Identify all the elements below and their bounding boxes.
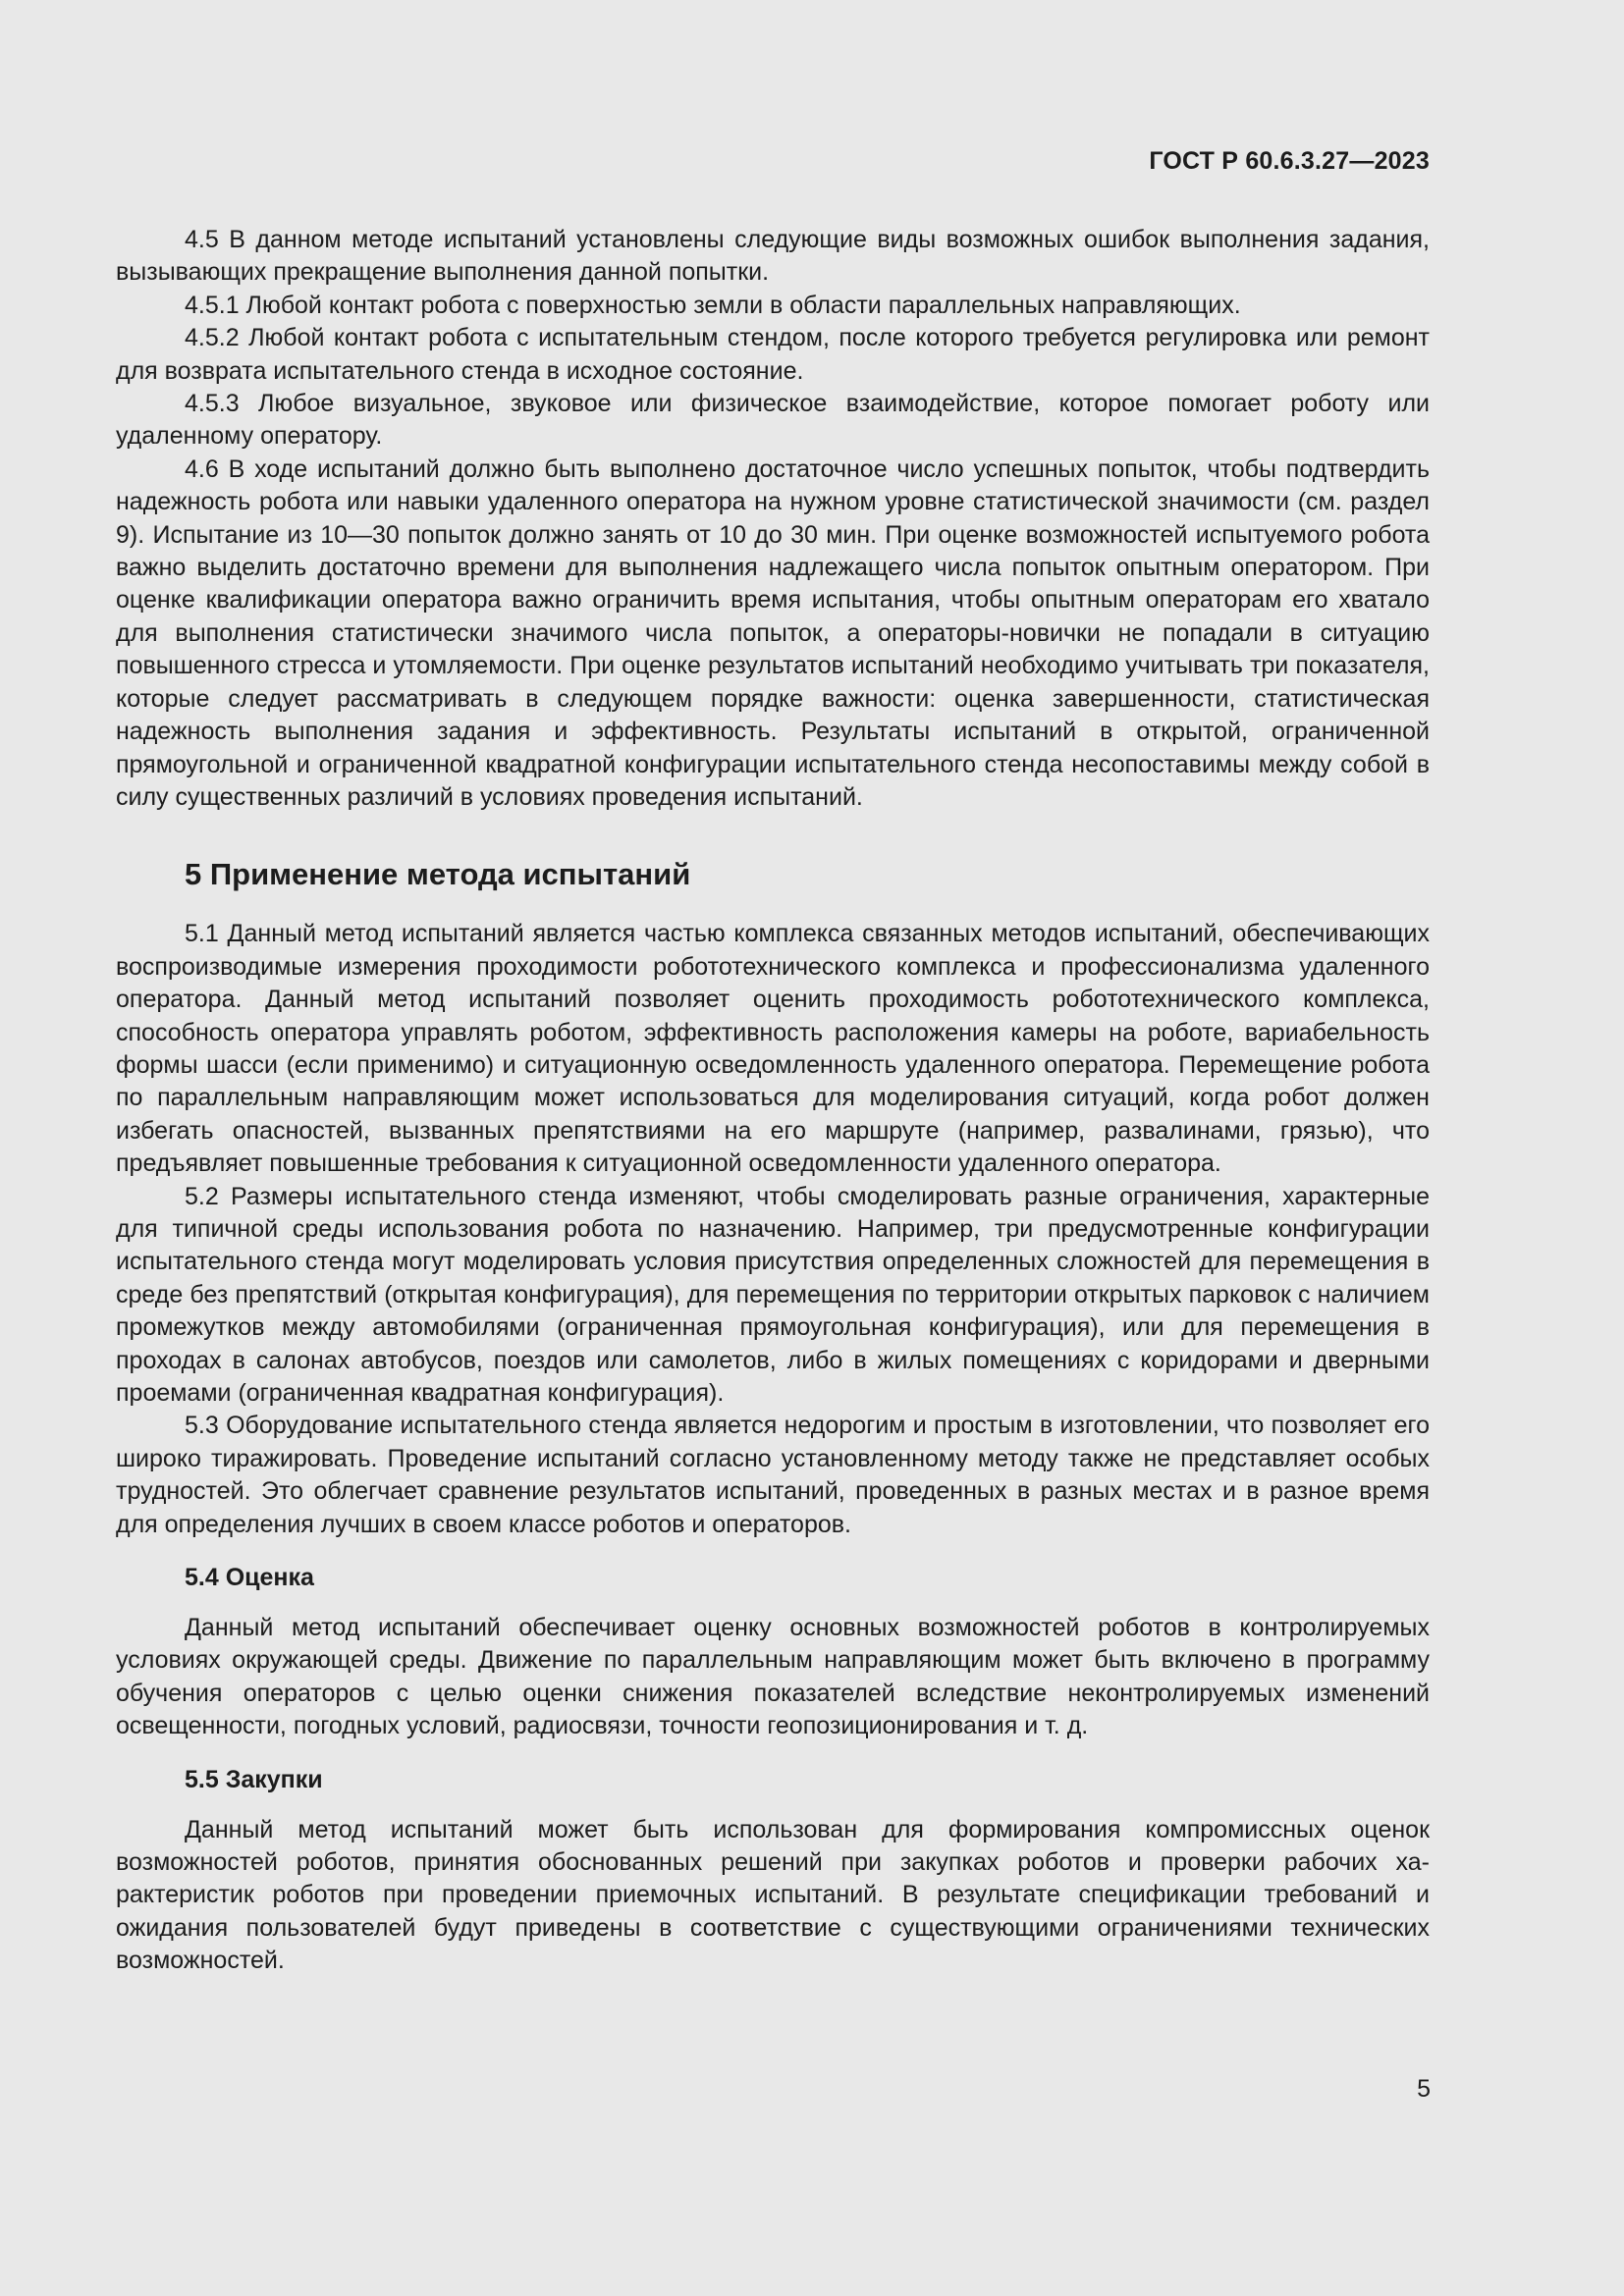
- paragraph-4-5: 4.5 В данном методе испытаний установлены следующие виды возможных ошибок выполнения задания, вызывающих прекращение выполнения данной попытки.: [116, 226, 1430, 287]
- paragraph-5-1: 5.1 Данный метод испытаний является частью комплекса связанных методов испытаний, обеспечивающих воспроизводимые измерения проходимости робототехнического комплекса и профессионализма удаленного оператора. Данный метод испытаний позволяет оценить проходимость робототехнического комплекса, способность оператора управлять роботом, эффективность расположения камеры на роботе, вариабельность формы шасси (если применимо) и ситуационную осведомленность удаленного оператора. Перемещение робота по параллельным направляющим может использоваться для моделирования ситуаций, когда робот должен избегать опасностей, вызванных препятствиями на его маршруте (например, развалинами, грязью), что предъявляет повышенные требования к ситуационной осведомленности удаленного оператора.: [116, 920, 1430, 1178]
- paragraph-5-3: 5.3 Оборудование испытательного стенда является недорогим и простым в изготовлении, что позволяет его широко тиражировать. Проведение испытаний согласно установленному методу также не представляет особых трудностей. Это облегчает сравнение результатов испытаний, проведенных в разных местах и в разное время для определения лучших в своем классе роботов и операторов.: [116, 1412, 1430, 1538]
- document-header-id: ГОСТ Р 60.6.3.27—2023: [1149, 147, 1430, 175]
- paragraph-5-5: Данный метод испытаний может быть использован для формирования компромиссных оценок возможностей роботов, принятия обоснованных решений при закупках роботов и проверки рабочих характеристик роботов при проведении приемочных испытаний. В результате спецификации требований и ожидания пользователей будут приведены в соответствие с существующими ограничениями технических возможностей.: [116, 1815, 1430, 1975]
- paragraph-4-5-1: 4.5.1 Любой контакт робота с поверхностью земли в области параллельных направляющих.: [185, 291, 1241, 319]
- section-5-heading: 5 Применение метода испытаний: [185, 857, 691, 892]
- document-body: [116, 224, 1430, 1978]
- paragraph-4-5-3: 4.5.3 Любое визуальное, звуковое или физическое взаимодействие, которое помогает роботу или удаленному оператору.: [116, 390, 1430, 451]
- section-5-4-heading: 5.4 Оценка: [185, 1564, 314, 1592]
- section-5-5-heading: 5.5 Закупки: [185, 1765, 323, 1793]
- paragraph-5-2: 5.2 Размеры испытательного стенда изменяют, чтобы смоделировать разные ограничения, характерные для типичной среды использования робота по назначению. Например, три предусмотренные конфигурации испытательного стенда могут моделировать условия присутствия определенных сложностей для перемещения в среде без препятствий (открытая конфигурация), для перемещения по территории открытых парковок с наличием промежутков между автомобилями (ограниченная прямоугольная конфигурация), или для перемещения в проходах в салонах автобусов, поездов или самолетов, либо в жилых помещениях с коридорами и дверными проемами (ограниченная квадратная конфигурация).: [116, 1182, 1430, 1407]
- paragraph-4-6: 4.6 В ходе испытаний должно быть выполнено достаточное число успешных попыток, чтобы подтвердить надежность робота или навыки удаленного оператора на нужном уровне статистической значимости (см. раздел 9). Испытание из 10—30 попыток должно занять от 10 до 30 мин. При оценке возможностей испытуемого робота важно выделить достаточно времени для выполнения надлежащего числа попыток опытным оператором. При оценке квалификации оператора важно ограничить время испытания, чтобы опытным операторам его хватало для выполнения статистически значимого числа попыток, а операторы-новички не попадали в ситуацию повышенного стресса и утомляемости. При оценке результатов испытаний необходимо учитывать три показателя, которые следует рассматривать в следующем порядке важности: оценка завершенности, статистическая надежность выполнения задания и эффективность. Результаты испытаний в открытой, ограниченной прямоугольной и ограниченной квадратной конфигурации испытательного стенда несопоставимы между собой в силу существенных различий в условиях проведения испытаний.: [116, 454, 1430, 811]
- page-number: 5: [1417, 2075, 1431, 2103]
- paragraph-4-5-2: 4.5.2 Любой контакт робота с испытательным стендом, после которого требуется регулировка или ремонт для возврата испытательного стенда в исходное состояние.: [116, 324, 1430, 385]
- paragraph-5-4: Данный метод испытаний обеспечивает оценку основных возможностей роботов в контролируемых условиях окружающей среды. Движение по параллельным направляющим может быть включено в программу обучения операторов с целью оценки снижения показателей вследствие неконтролируемых изменений освещенности, погодных условий, радиосвязи, точности геопозиционирования и т. д.: [116, 1614, 1430, 1740]
